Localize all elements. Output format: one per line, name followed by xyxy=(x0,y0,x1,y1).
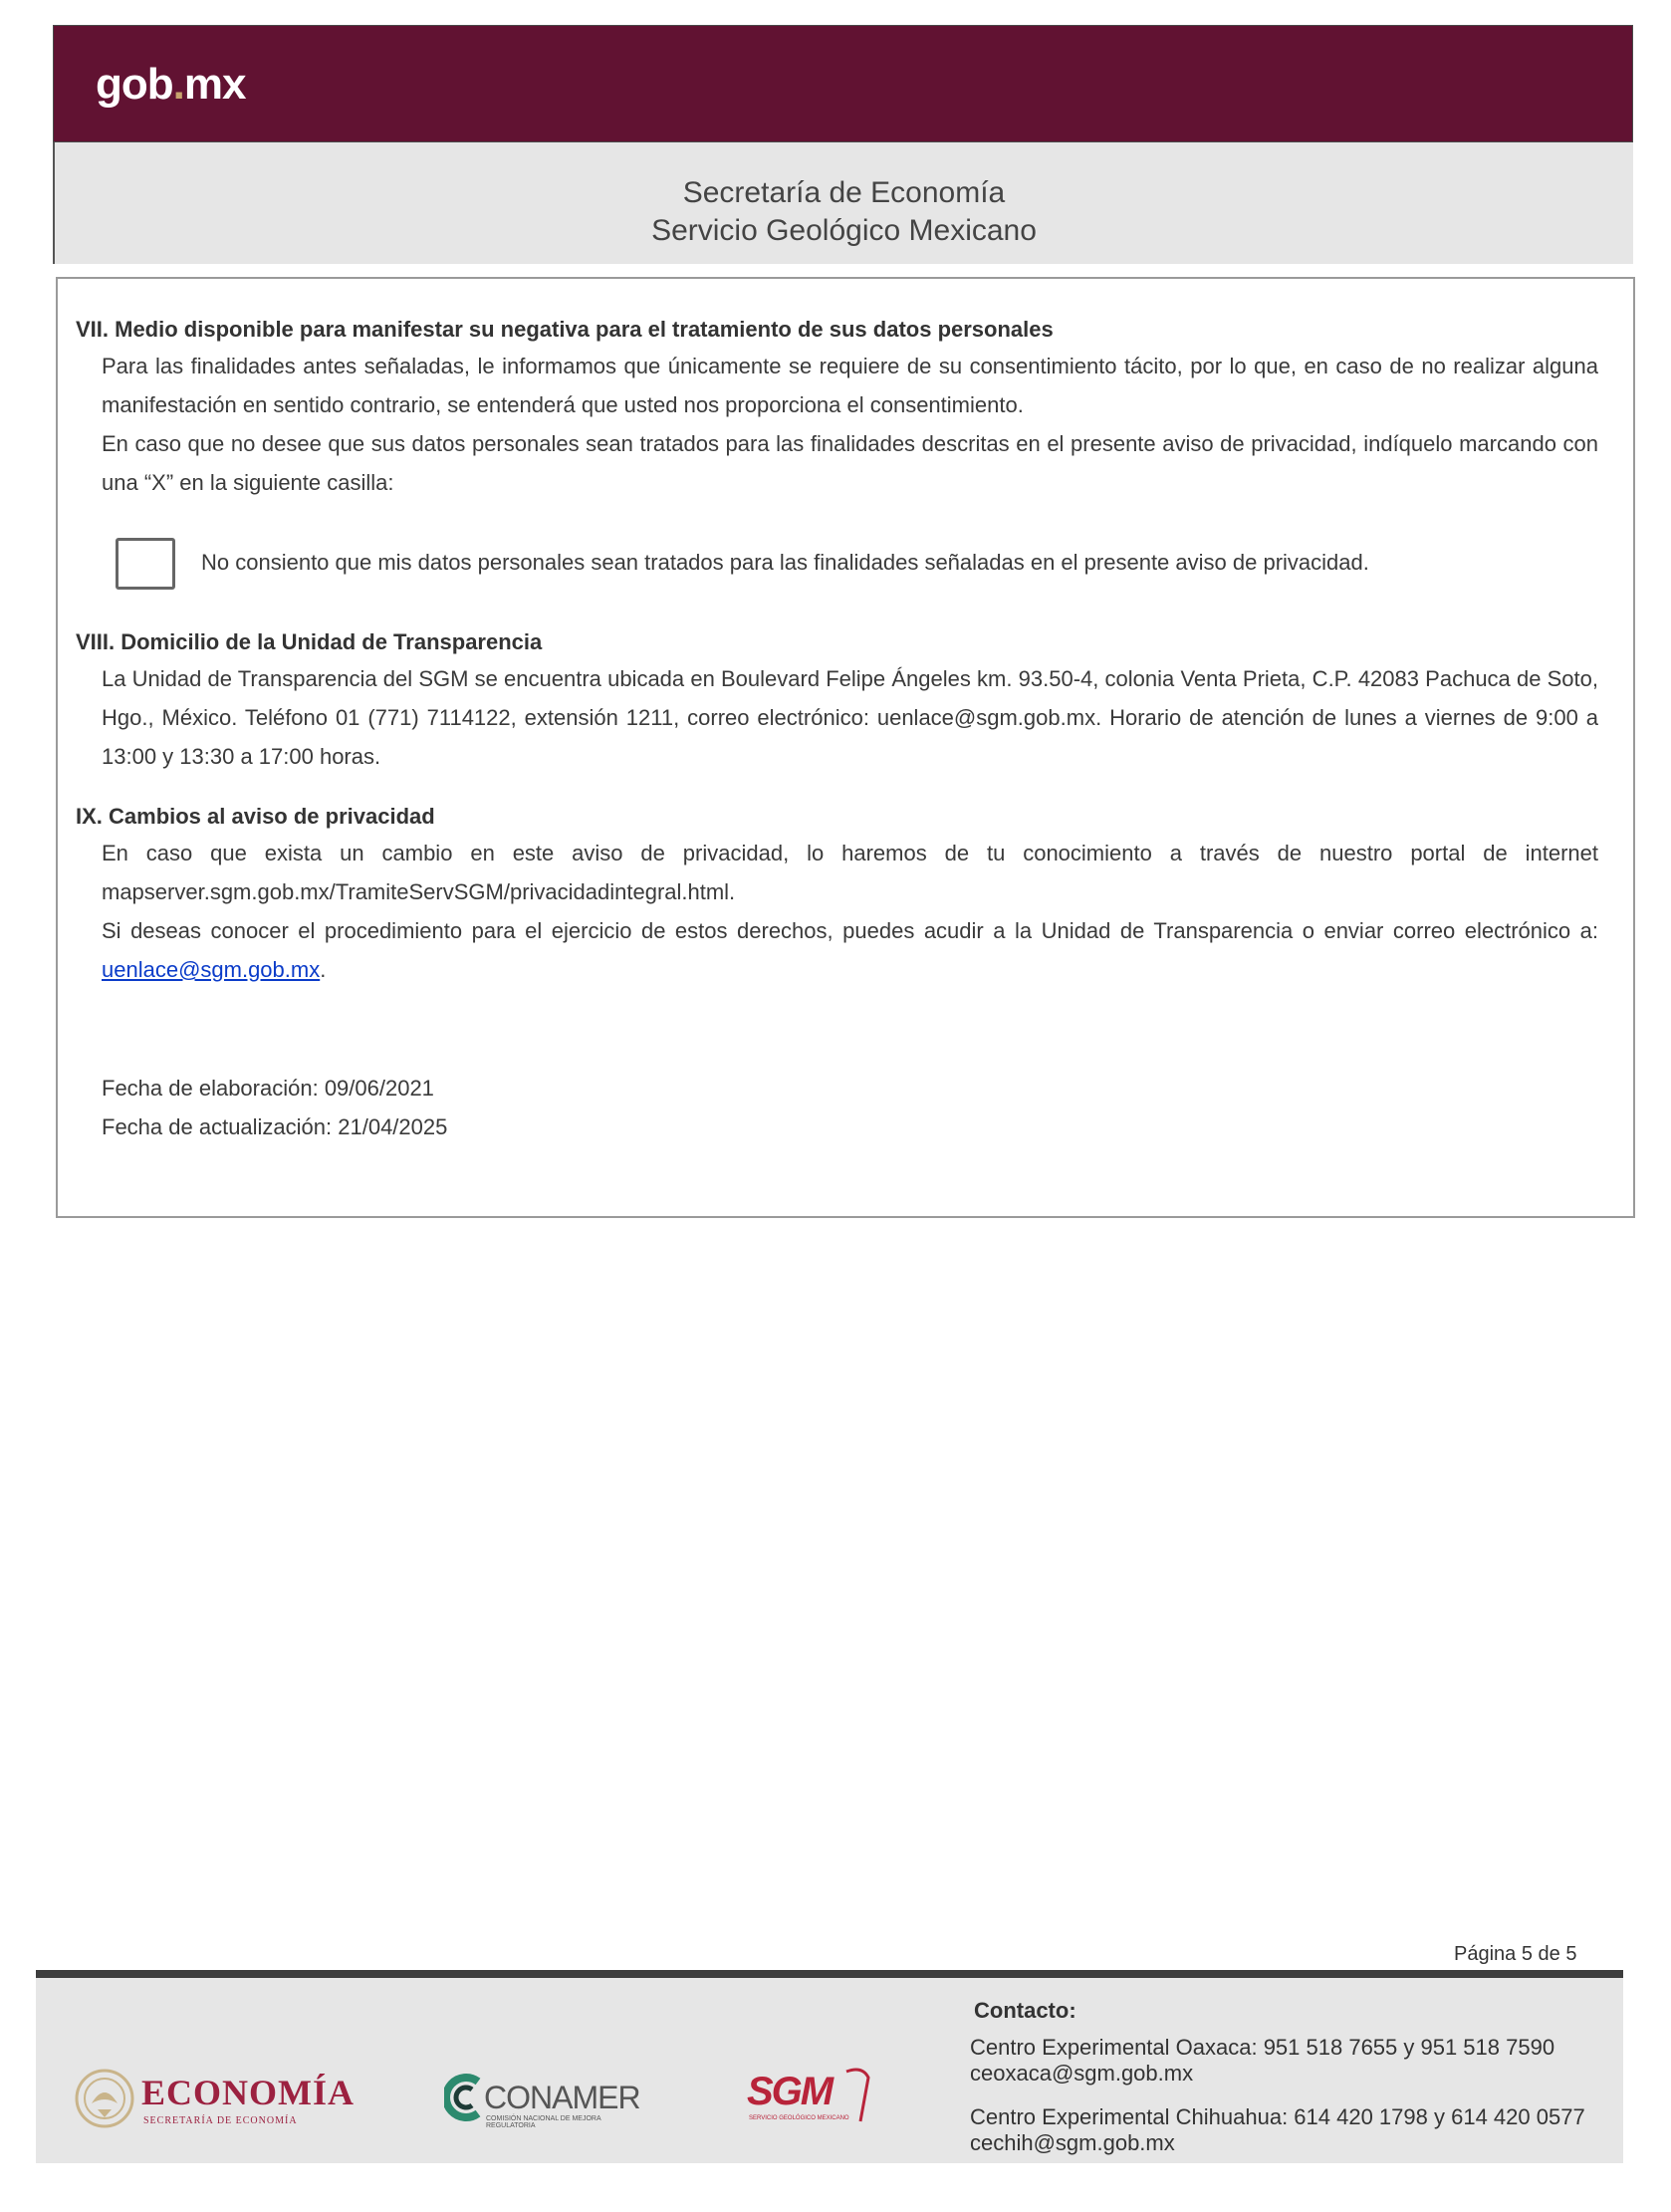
contact-oaxaca-phone: Centro Experimental Oaxaca: 951 518 7655 y 951 518 7590 xyxy=(970,2035,1555,2060)
contact-title: Contacto: xyxy=(974,1998,1076,2023)
section-ix-p1: En caso que exista un cambio en este aviso de privacidad, lo haremos de tu conocimiento a través de nuestro portal de internet mapserver.sgm.gob.mx/TramiteServSGM/privacidadintegral.html. xyxy=(102,841,1598,904)
page-number: Página 5 de 5 xyxy=(1454,1943,1577,1965)
date-elaboracion: Fecha de elaboración: 09/06/2021 xyxy=(102,1076,434,1101)
sgm-name: SGM xyxy=(747,2070,833,2113)
sgm-logo xyxy=(743,2060,882,2139)
sgm-sub: SERVICIO GEOLÓGICO MEXICANO xyxy=(749,2115,849,2121)
footer xyxy=(36,1978,1623,2163)
email-link[interactable]: uenlace@sgm.gob.mx xyxy=(102,957,321,982)
gobmx-logo[interactable] xyxy=(96,60,245,110)
org-line-2: Servicio Geológico Mexicano xyxy=(651,214,1037,247)
contact-oaxaca-email[interactable]: ceoxaca@sgm.gob.mx xyxy=(970,2061,1194,2086)
logo-main: gob xyxy=(96,60,173,109)
economia-name: ECONOMÍA xyxy=(141,2073,355,2112)
conamer-logo xyxy=(444,2072,643,2131)
logo-dot: . xyxy=(172,60,184,109)
org-header xyxy=(53,142,1633,264)
conamer-name: CONAMER xyxy=(484,2080,640,2115)
org-line-1: Secretaría de Economía xyxy=(682,176,1006,209)
section-vii-p1: Para las finalidades antes señaladas, le informamos que únicamente se requiere de su consentimiento tácito, por lo que, en caso de no realizar alguna manifestación en sentido contrario, se entenderá que usted nos proporciona el consentimiento. xyxy=(102,354,1598,417)
economia-sub: SECRETARÍA DE ECONOMÍA xyxy=(143,2115,298,2126)
logo-tld: mx xyxy=(183,60,246,109)
conamer-mark-icon xyxy=(444,2072,484,2123)
footer-divider xyxy=(36,1970,1623,1978)
contact-chihuahua-phone: Centro Experimental Chihuahua: 614 420 1798 y 614 420 0577 xyxy=(970,2104,1585,2129)
mexico-eagle-icon xyxy=(74,2066,135,2131)
content-box xyxy=(56,277,1635,1218)
no-consent-checkbox[interactable] xyxy=(116,538,175,590)
date-actualizacion: Fecha de actualización: 21/04/2025 xyxy=(102,1114,448,1139)
section-ix-p2-block xyxy=(102,911,1598,989)
email-after: . xyxy=(320,957,327,982)
contact-chihuahua-email[interactable]: cechih@sgm.gob.mx xyxy=(970,2130,1175,2155)
conamer-sub: COMISIÓN NACIONAL DE MEJORA REGULATORIA xyxy=(486,2115,601,2129)
top-bar xyxy=(53,25,1633,142)
section-ix-p2: Si deseas conocer el procedimiento para el ejercicio de estos derechos, puedes acudir a la Unidad de Transparencia o enviar correo electrónico a: xyxy=(102,918,1598,943)
section-vii-title: VII. Medio disponible para manifestar su negativa para el tratamiento de sus datos personales xyxy=(76,317,1054,342)
economia-logo xyxy=(74,2066,362,2135)
section-ix-title: IX. Cambios al aviso de privacidad xyxy=(76,804,435,829)
sgm-pickaxe-icon xyxy=(842,2064,872,2123)
no-consent-label: No consiento que mis datos personales sean tratados para las finalidades señaladas en el presente aviso de privacidad. xyxy=(201,550,1369,575)
section-viii-p1: La Unidad de Transparencia del SGM se encuentra ubicada en Boulevard Felipe Ángeles km. 93.50-4, colonia Venta Prieta, C.P. 42083 Pachuca de Soto, Hgo., México. Teléfono 01 (771) 7114122, extensión 1211, correo electrónico: uenlace@sgm.gob.mx. Horario de atención de lunes a viernes de 9:00 a 13:00 y 13:30 a 17:00 horas. xyxy=(102,666,1598,769)
section-viii-title: VIII. Domicilio de la Unidad de Transparencia xyxy=(76,629,543,654)
section-vii-p2: En caso que no desee que sus datos personales sean tratados para las finalidades descritas en el presente aviso de privacidad, indíquelo marcando con una “X” en la siguiente casilla: xyxy=(102,431,1598,495)
